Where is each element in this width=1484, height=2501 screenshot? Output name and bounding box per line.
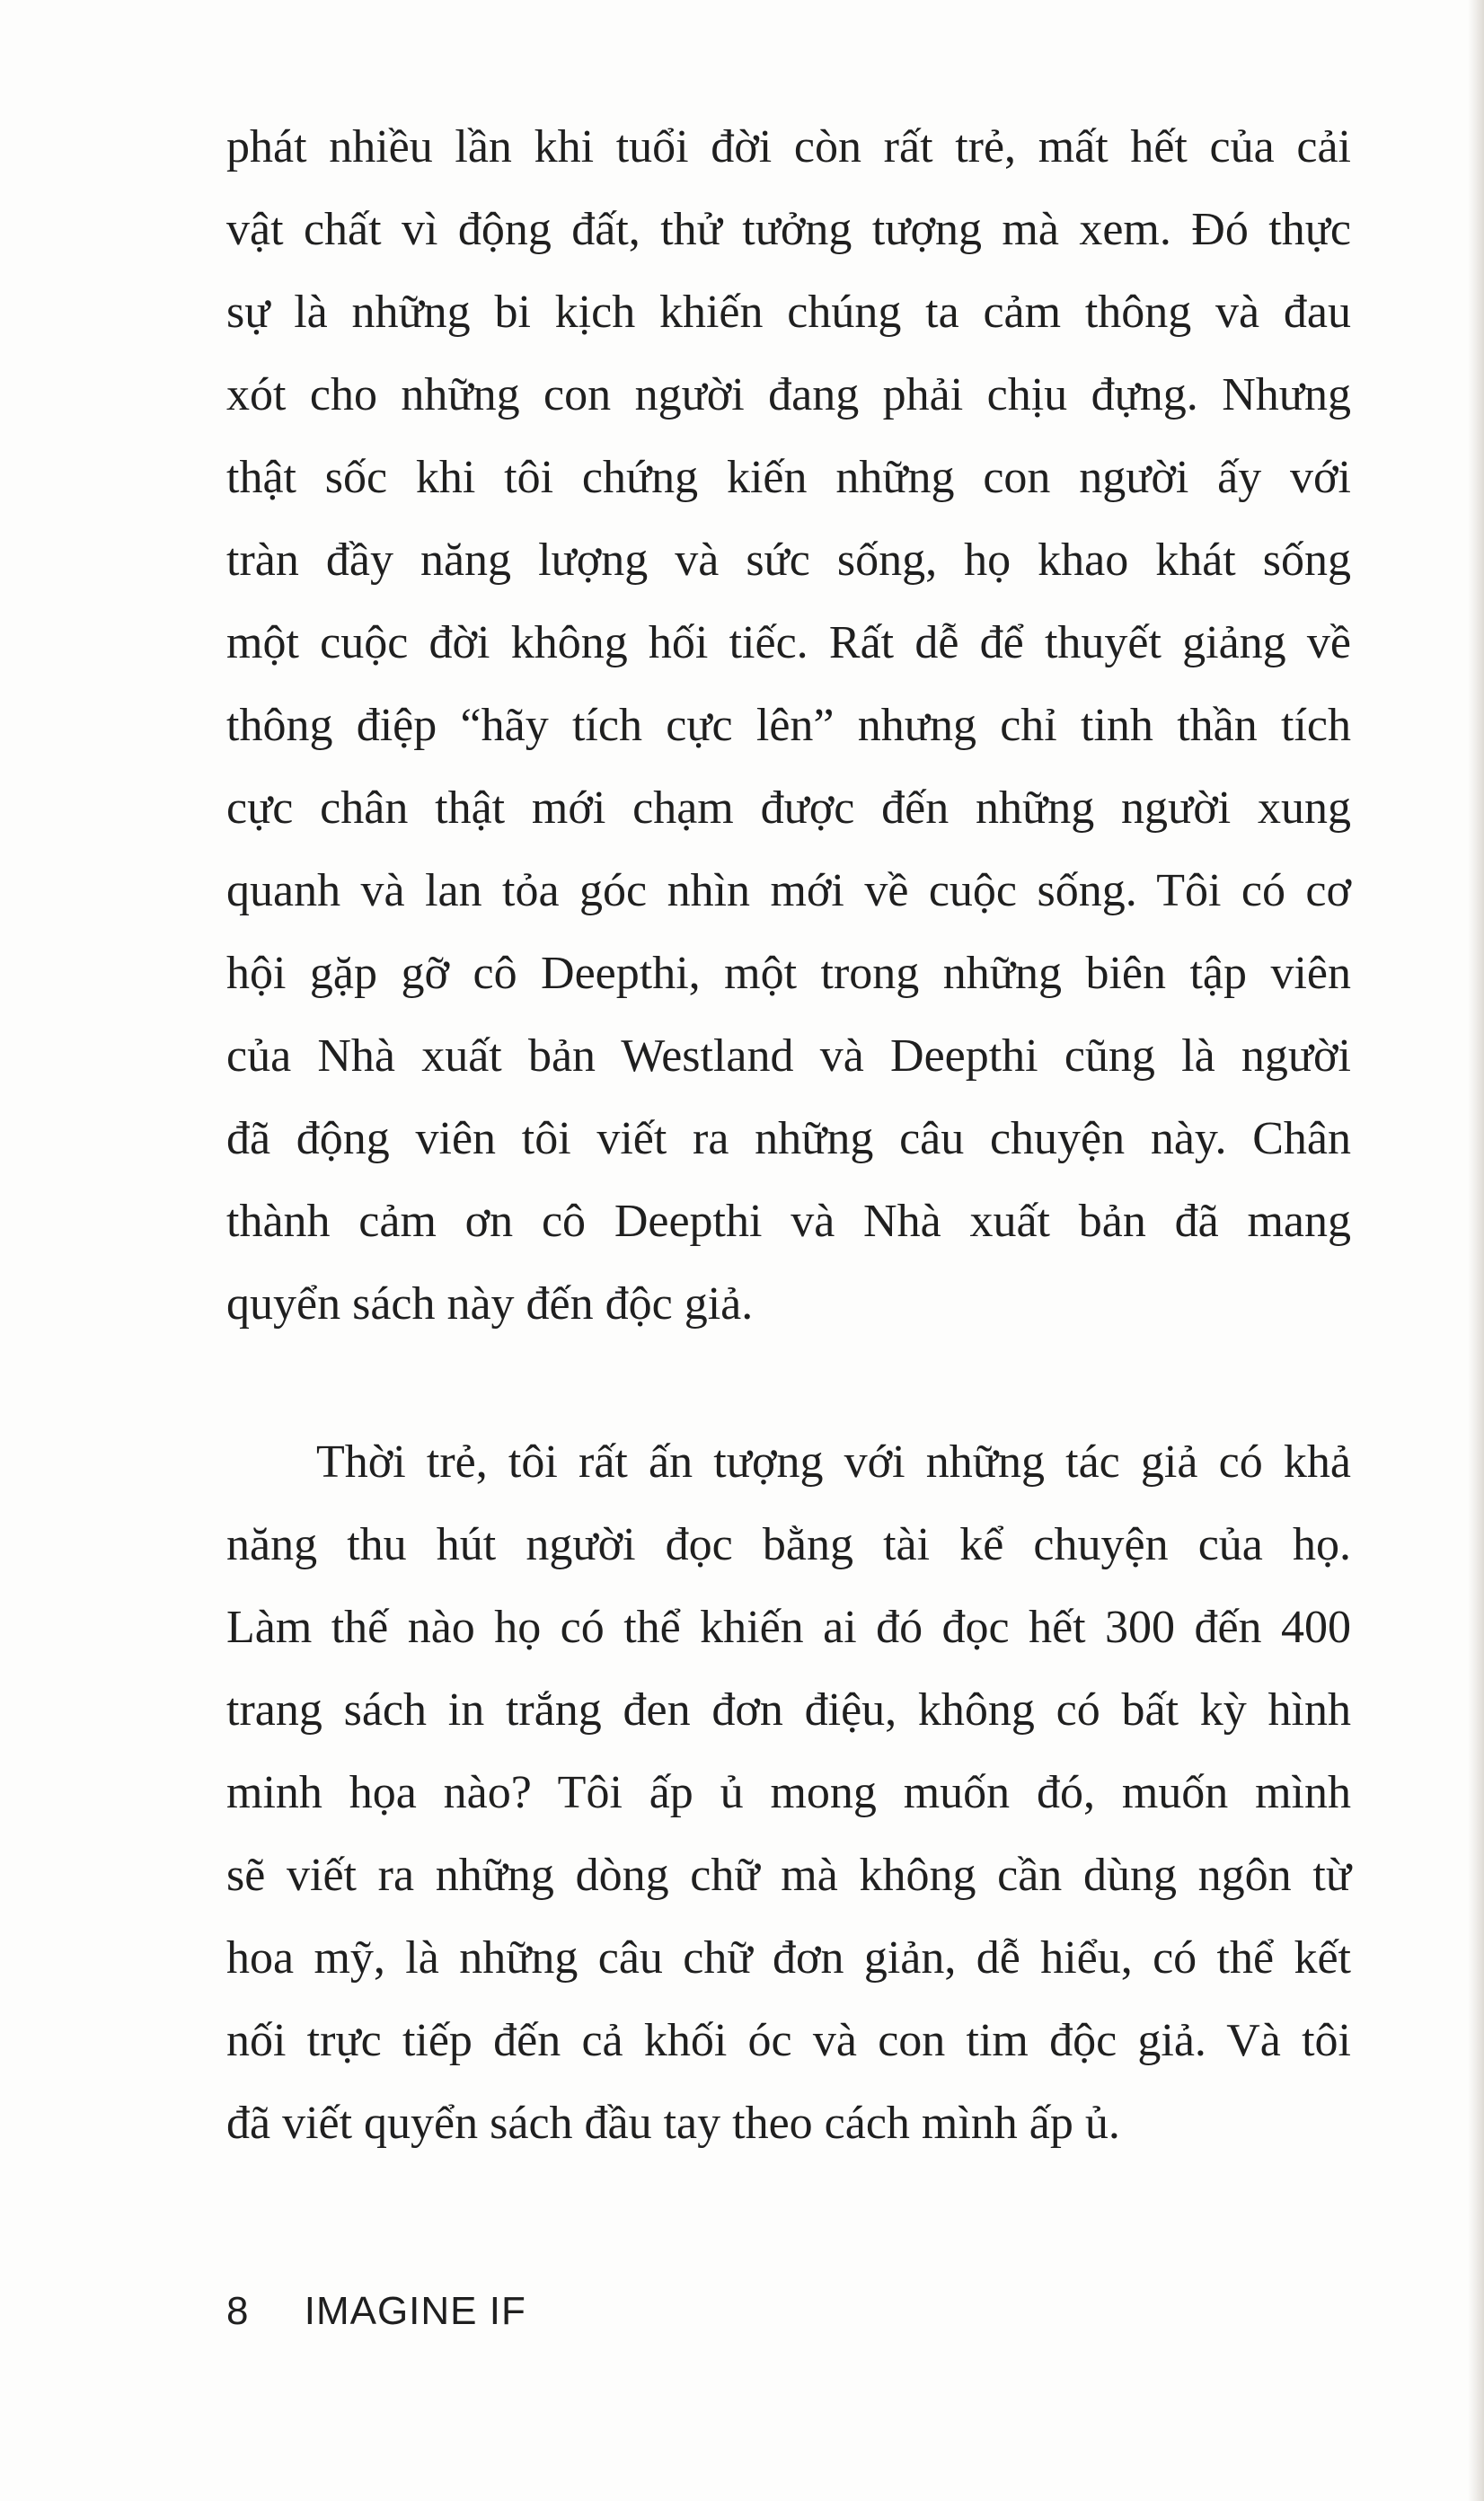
paragraph-1 [226, 106, 1351, 1346]
text-line: nối trực tiếp đến cả khối óc và con tim độc giả. Và tôi [226, 2015, 1351, 2066]
text-line: thành cảm ơn cô Deepthi và Nhà xuất bản đã mang [226, 1196, 1351, 1247]
text-line: minh họa nào? Tôi ấp ủ mong muốn đó, muốn mình [226, 1767, 1351, 1818]
text-line: Làm thế nào họ có thể khiến ai đó đọc hết 300 đến 400 [226, 1602, 1351, 1653]
text-line: năng thu hút người đọc bằng tài kể chuyện của họ. [226, 1519, 1351, 1570]
running-title: IMAGINE IF [304, 2289, 526, 2333]
page-number: 8 [226, 2289, 249, 2333]
text-line: của Nhà xuất bản Westland và Deepthi cũng là người [226, 1030, 1351, 1082]
text-line: vật chất vì động đất, thử tưởng tượng mà xem. Đó thực [226, 204, 1351, 255]
text-line: tràn đầy năng lượng và sức sống, họ khao khát sống [226, 535, 1351, 586]
text-line: xót cho những con người đang phải chịu đựng. Nhưng [226, 369, 1351, 420]
text-line: cực chân thật mới chạm được đến những người xung [226, 782, 1351, 834]
paragraph-2 [226, 1421, 1351, 2165]
text-line: sự là những bi kịch khiến chúng ta cảm thông và đau [226, 287, 1351, 338]
text-line: phát nhiều lần khi tuổi đời còn rất trẻ, mất hết của cải [226, 121, 1351, 172]
text-line: hoa mỹ, là những câu chữ đơn giản, dễ hiểu, có thể kết [226, 1932, 1351, 1984]
paragraph-gap [226, 1346, 1351, 1421]
text-line: thông điệp “hãy tích cực lên” nhưng chỉ tinh thần tích [226, 700, 1351, 751]
text-line: sẽ viết ra những dòng chữ mà không cần dùng ngôn từ [226, 1850, 1351, 1901]
text-line: đã động viên tôi viết ra những câu chuyện này. Chân [226, 1113, 1351, 1164]
text-line: hội gặp gỡ cô Deepthi, một trong những biên tập viên [226, 948, 1351, 999]
text-line: thật sốc khi tôi chứng kiến những con người ấy với [226, 452, 1351, 503]
page-edge-shadow [1468, 0, 1484, 2501]
text-line: đã viết quyển sách đầu tay theo cách mình ấp ủ. [226, 2098, 1120, 2149]
page-footer [226, 2289, 526, 2334]
body-text [226, 106, 1351, 2165]
text-line: quanh và lan tỏa góc nhìn mới về cuộc sống. Tôi có cơ [226, 865, 1351, 916]
text-line: Thời trẻ, tôi rất ấn tượng với những tác giả có khả [316, 1436, 1351, 1488]
text-line: một cuộc đời không hối tiếc. Rất dễ để thuyết giảng về [226, 617, 1351, 668]
text-line: trang sách in trắng đen đơn điệu, không có bất kỳ hình [226, 1684, 1351, 1736]
text-line: quyển sách này đến độc giả. [226, 1278, 754, 1330]
